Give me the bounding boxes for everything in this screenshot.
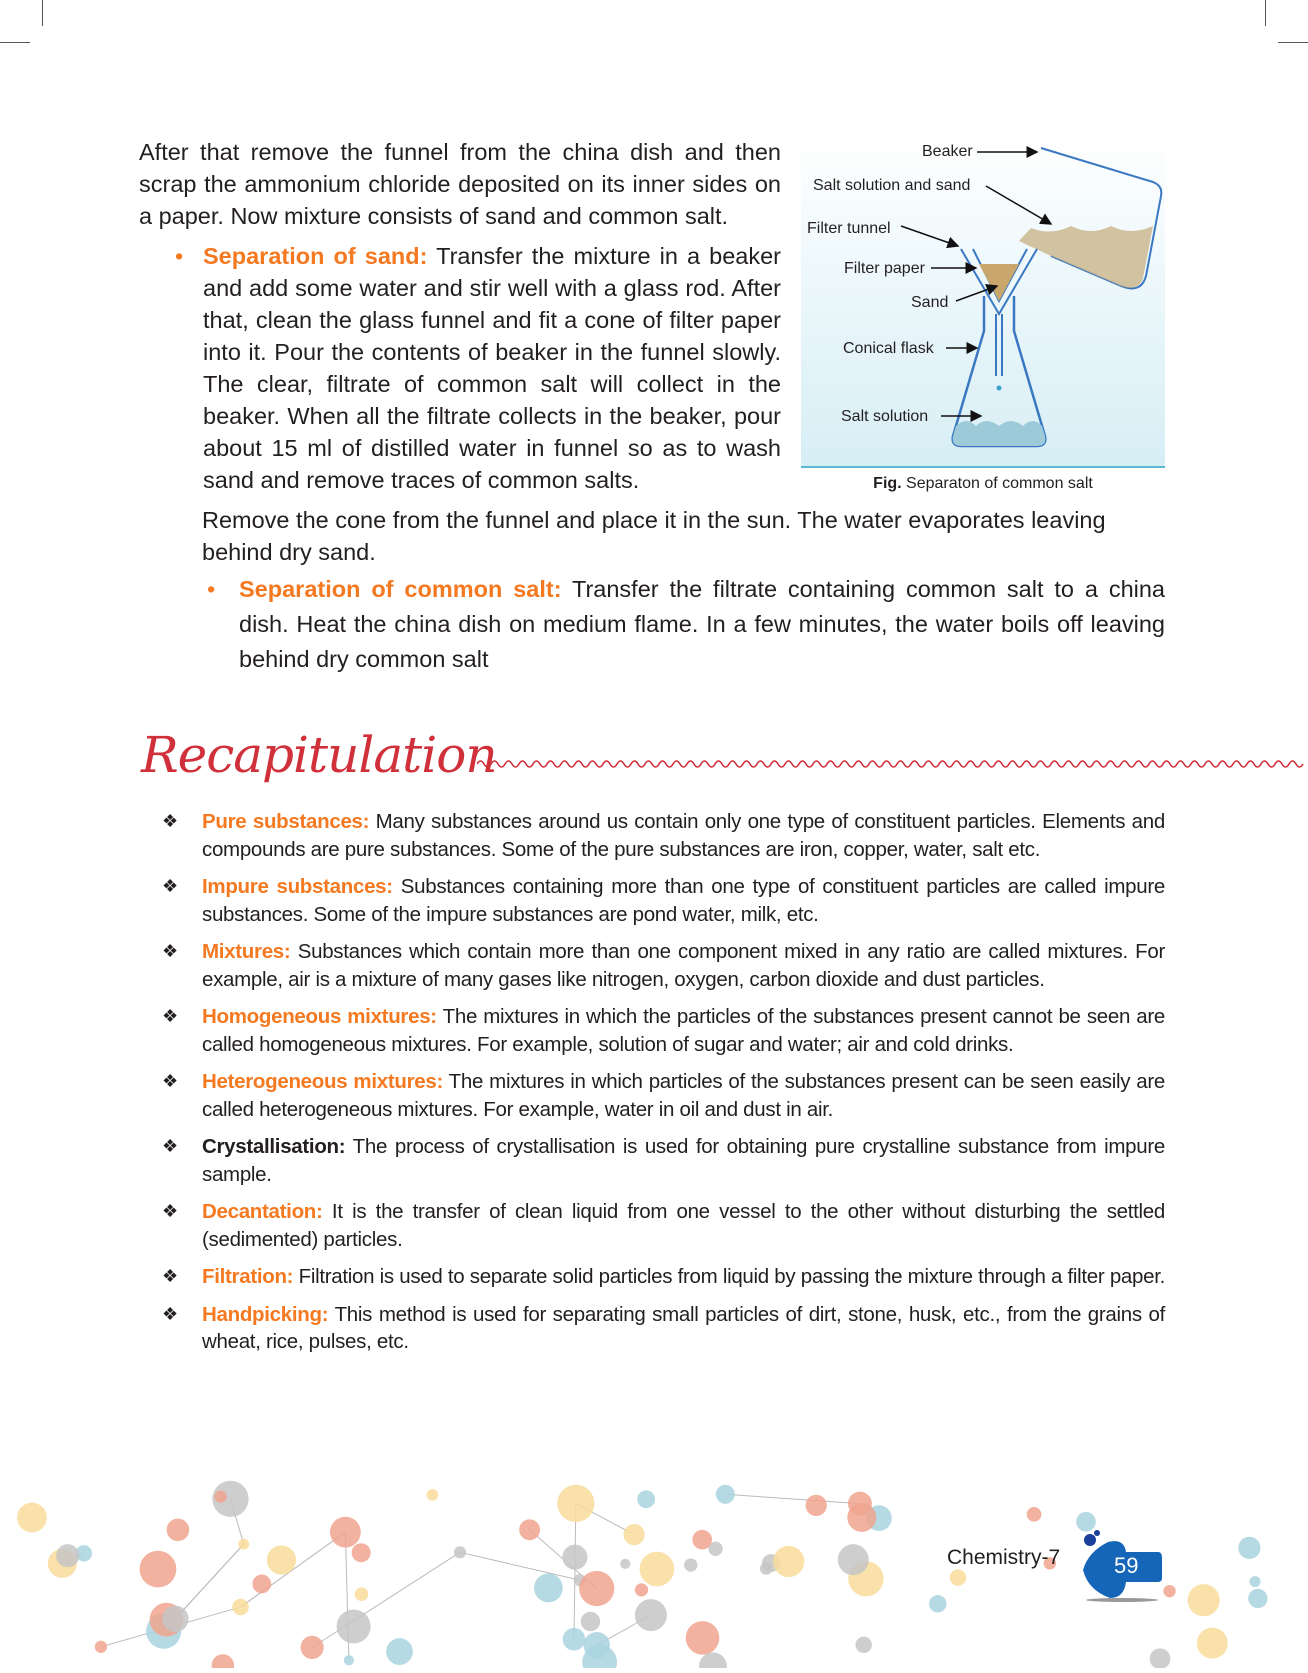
atom-circle bbox=[563, 1628, 586, 1651]
recap-item-heading: Heterogeneous mixtures: bbox=[202, 1070, 443, 1093]
recap-item-heading: Filtration: bbox=[202, 1265, 294, 1288]
atom-circle bbox=[330, 1517, 361, 1548]
bond-line bbox=[241, 1532, 346, 1607]
recap-item-text: The mixtures in which the particles of the substances present cannot be seen are called homogeneous mixtures. For example, solution of sugar and water; air and cold drinks. bbox=[202, 1005, 1166, 1056]
recap-item bbox=[162, 1198, 1165, 1253]
bullet-heading: Separation of sand: bbox=[203, 243, 428, 269]
wavy-rule bbox=[477, 756, 1307, 772]
paragraph-remove-cone: Remove the cone from the funnel and place it in the sun. The water evaporates leaving behind dry sand. bbox=[202, 507, 1106, 565]
recap-item bbox=[162, 938, 1165, 993]
atom-circle bbox=[557, 1485, 594, 1522]
recap-item-heading: Impure substances: bbox=[202, 875, 393, 898]
diamond-bullet-icon: ❖ bbox=[162, 811, 178, 831]
atom-circle bbox=[427, 1489, 439, 1501]
recap-item-heading: Homogeneous mixtures: bbox=[202, 1005, 437, 1028]
atom-circle bbox=[773, 1546, 804, 1577]
label-beaker: Beaker bbox=[922, 143, 973, 160]
bond-line bbox=[574, 1503, 576, 1639]
paragraph-intro: After that remove the funnel from the china dish and then scrap the ammonium chloride deposited on its inner sides on a paper. Now mixture consists of sand and common salt. bbox=[139, 139, 781, 229]
recap-item-heading: Handpicking: bbox=[202, 1302, 329, 1326]
bond-line bbox=[460, 1552, 580, 1580]
atom-circle bbox=[56, 1544, 79, 1567]
atom-circle bbox=[252, 1575, 271, 1594]
atom-circle bbox=[534, 1574, 563, 1603]
atom-circle bbox=[214, 1491, 226, 1503]
diamond-bullet-icon: ❖ bbox=[162, 1136, 178, 1156]
atom-circle bbox=[352, 1543, 371, 1562]
recap-header bbox=[139, 726, 1169, 796]
diamond-bullet-icon: ❖ bbox=[162, 941, 178, 961]
atom-circle bbox=[95, 1641, 107, 1653]
atom-circle bbox=[454, 1546, 466, 1558]
recap-item-heading: Decantation: bbox=[202, 1200, 323, 1223]
atom-circle bbox=[386, 1638, 413, 1665]
recap-item bbox=[162, 1133, 1165, 1188]
bullet-heading: Separation of common salt: bbox=[239, 576, 562, 602]
atom-circle bbox=[950, 1569, 966, 1585]
label-salt-solution-and-sand: Salt solution and sand bbox=[813, 177, 971, 194]
atom-circle bbox=[337, 1609, 371, 1643]
atom-circle bbox=[1197, 1628, 1228, 1659]
atom-circle bbox=[623, 1524, 644, 1545]
diamond-bullet-icon: ❖ bbox=[162, 1071, 178, 1091]
atom-circle bbox=[806, 1495, 827, 1516]
book-title: Chemistry-7 bbox=[947, 1546, 1061, 1569]
label-salt-solution: Salt solution bbox=[841, 408, 929, 425]
atom-circle bbox=[686, 1621, 720, 1655]
atom-circle bbox=[855, 1637, 871, 1653]
diamond-bullet-icon: ❖ bbox=[162, 1006, 178, 1026]
body-text bbox=[139, 136, 1165, 677]
atom-circle bbox=[267, 1545, 296, 1574]
atom-circle bbox=[238, 1539, 249, 1550]
recap-item bbox=[162, 808, 1165, 863]
atom-circle bbox=[562, 1545, 587, 1570]
recap-item bbox=[162, 1003, 1166, 1058]
diamond-bullet-icon: ❖ bbox=[162, 876, 178, 896]
atom-circle bbox=[1248, 1589, 1267, 1608]
label-sand: Sand bbox=[911, 294, 949, 311]
atom-circle bbox=[581, 1612, 600, 1631]
recap-item-text: It is the transfer of clean liquid from one vessel to the other without disturbing the settled (sedimented) particles. bbox=[202, 1200, 1165, 1251]
label-filter-tunnel: Filter tunnel bbox=[807, 220, 891, 237]
bullet-text: Transfer the mixture in a beaker and add some water and stir well with a glass rod. After that, clean the glass funnel and fit a cone of filter paper into it. Pour the contents of beaker in the funnel slowly. The clear, filtrate of common salt will collect in the beaker. When all the filtrate collects in the beaker, pour about 15 ml of distilled water in funnel so as to wash sand and remove traces of common salts. bbox=[203, 243, 781, 493]
recap-item bbox=[162, 873, 1165, 928]
atom-circle bbox=[760, 1562, 773, 1575]
atom-circle bbox=[620, 1559, 630, 1569]
atom-circle bbox=[1238, 1537, 1260, 1559]
diamond-bullet-icon: ❖ bbox=[162, 1266, 178, 1286]
atom-circle bbox=[162, 1606, 188, 1632]
bullet-separation-of-salt bbox=[139, 572, 1165, 677]
bullet-text: Transfer the filtrate containing common salt to a china dish. Heat the china dish on medium flame. In a few minutes, the water boils off leaving behind dry common salt bbox=[239, 576, 1165, 672]
crop-mark bbox=[42, 0, 43, 26]
atom-circle bbox=[692, 1530, 712, 1550]
recap-list bbox=[162, 808, 1166, 1366]
crop-mark bbox=[1265, 0, 1266, 26]
label-filter-paper: Filter paper bbox=[844, 260, 925, 277]
atom-circle bbox=[684, 1558, 697, 1571]
recap-item-text: This method is used for separating small particles of dirt, stone, husk, etc., from the grains of wheat, rice, pulses, etc. bbox=[202, 1302, 1165, 1353]
label-conical-flask: Conical flask bbox=[843, 340, 934, 357]
caption-text: Separaton of common salt bbox=[901, 475, 1093, 492]
crop-mark bbox=[0, 42, 30, 43]
recap-item bbox=[162, 1068, 1165, 1123]
atom-circle bbox=[355, 1587, 369, 1601]
diamond-bullet-icon: ❖ bbox=[162, 1303, 178, 1324]
bond-line bbox=[312, 1552, 460, 1647]
crop-mark bbox=[1278, 42, 1308, 43]
atom-circle bbox=[637, 1490, 655, 1508]
atom-circle bbox=[635, 1599, 667, 1631]
atom-circle bbox=[344, 1655, 354, 1665]
recap-item-text: Substances containing more than one type of constituent particles are called impure substances. Some of the impure substances are pond water, milk, etc. bbox=[202, 875, 1165, 926]
atom-circle bbox=[1150, 1648, 1171, 1668]
recap-item-heading: Pure substances: bbox=[202, 810, 370, 833]
atom-circle bbox=[838, 1544, 869, 1575]
atom-circle bbox=[579, 1571, 614, 1606]
atom-circle bbox=[699, 1652, 727, 1668]
atom-circle bbox=[140, 1551, 177, 1588]
atom-circle bbox=[17, 1503, 47, 1533]
page-number: 59 bbox=[1114, 1553, 1139, 1578]
atom-circle bbox=[640, 1552, 675, 1587]
atom-circle bbox=[1076, 1512, 1096, 1532]
atom-circle bbox=[167, 1519, 190, 1542]
atom-circle bbox=[519, 1519, 540, 1540]
diamond-bullet-icon: ❖ bbox=[162, 1201, 178, 1221]
recap-item-text: The process of crystallisation is used for obtaining pure crystalline substance from impure sample. bbox=[202, 1135, 1165, 1186]
recap-item bbox=[162, 1301, 1165, 1356]
caption-prefix: Fig. bbox=[873, 475, 902, 492]
atom-circle bbox=[635, 1583, 648, 1596]
bullet-dot: • bbox=[175, 243, 184, 269]
bond-line bbox=[725, 1494, 860, 1503]
bullet-dot: • bbox=[207, 576, 216, 602]
recap-item-heading: Mixtures: bbox=[202, 940, 291, 963]
atom-circle bbox=[1250, 1576, 1261, 1587]
atom-circle bbox=[212, 1654, 234, 1668]
recap-item-text: Filtration is used to separate solid particles from liquid by passing the mixture through a filter paper. bbox=[293, 1265, 1166, 1288]
recap-item-text: The mixtures in which particles of the substances present can be seen easily are called heterogeneous mixtures. For example, water in oil and dust in air. bbox=[202, 1070, 1165, 1121]
atom-circle bbox=[301, 1636, 324, 1659]
atom-circle bbox=[1188, 1584, 1220, 1616]
bullet-separation-of-sand bbox=[139, 240, 1165, 496]
recap-title: Recapitulation bbox=[141, 726, 497, 784]
recap-item-text: Many substances around us contain only one type of constituent particles. Elements and compounds are pure substances. Some of the pure substances are iron, copper, water, salt etc. bbox=[202, 810, 1165, 861]
recap-item bbox=[162, 1263, 1166, 1291]
atom-circle bbox=[716, 1485, 735, 1504]
atom-circle bbox=[1163, 1585, 1175, 1597]
atom-circle bbox=[1027, 1507, 1042, 1522]
recap-item-heading: Crystallisation: bbox=[202, 1135, 346, 1158]
atom-circle bbox=[847, 1503, 876, 1532]
atom-circle bbox=[232, 1599, 249, 1616]
recap-item-text: Substances which contain more than one component mixed in any ratio are called mixtures. For example, air is a mixture of many gases like nitrogen, oxygen, carbon dioxide and dust particles. bbox=[202, 940, 1165, 991]
atom-circle bbox=[929, 1595, 947, 1613]
